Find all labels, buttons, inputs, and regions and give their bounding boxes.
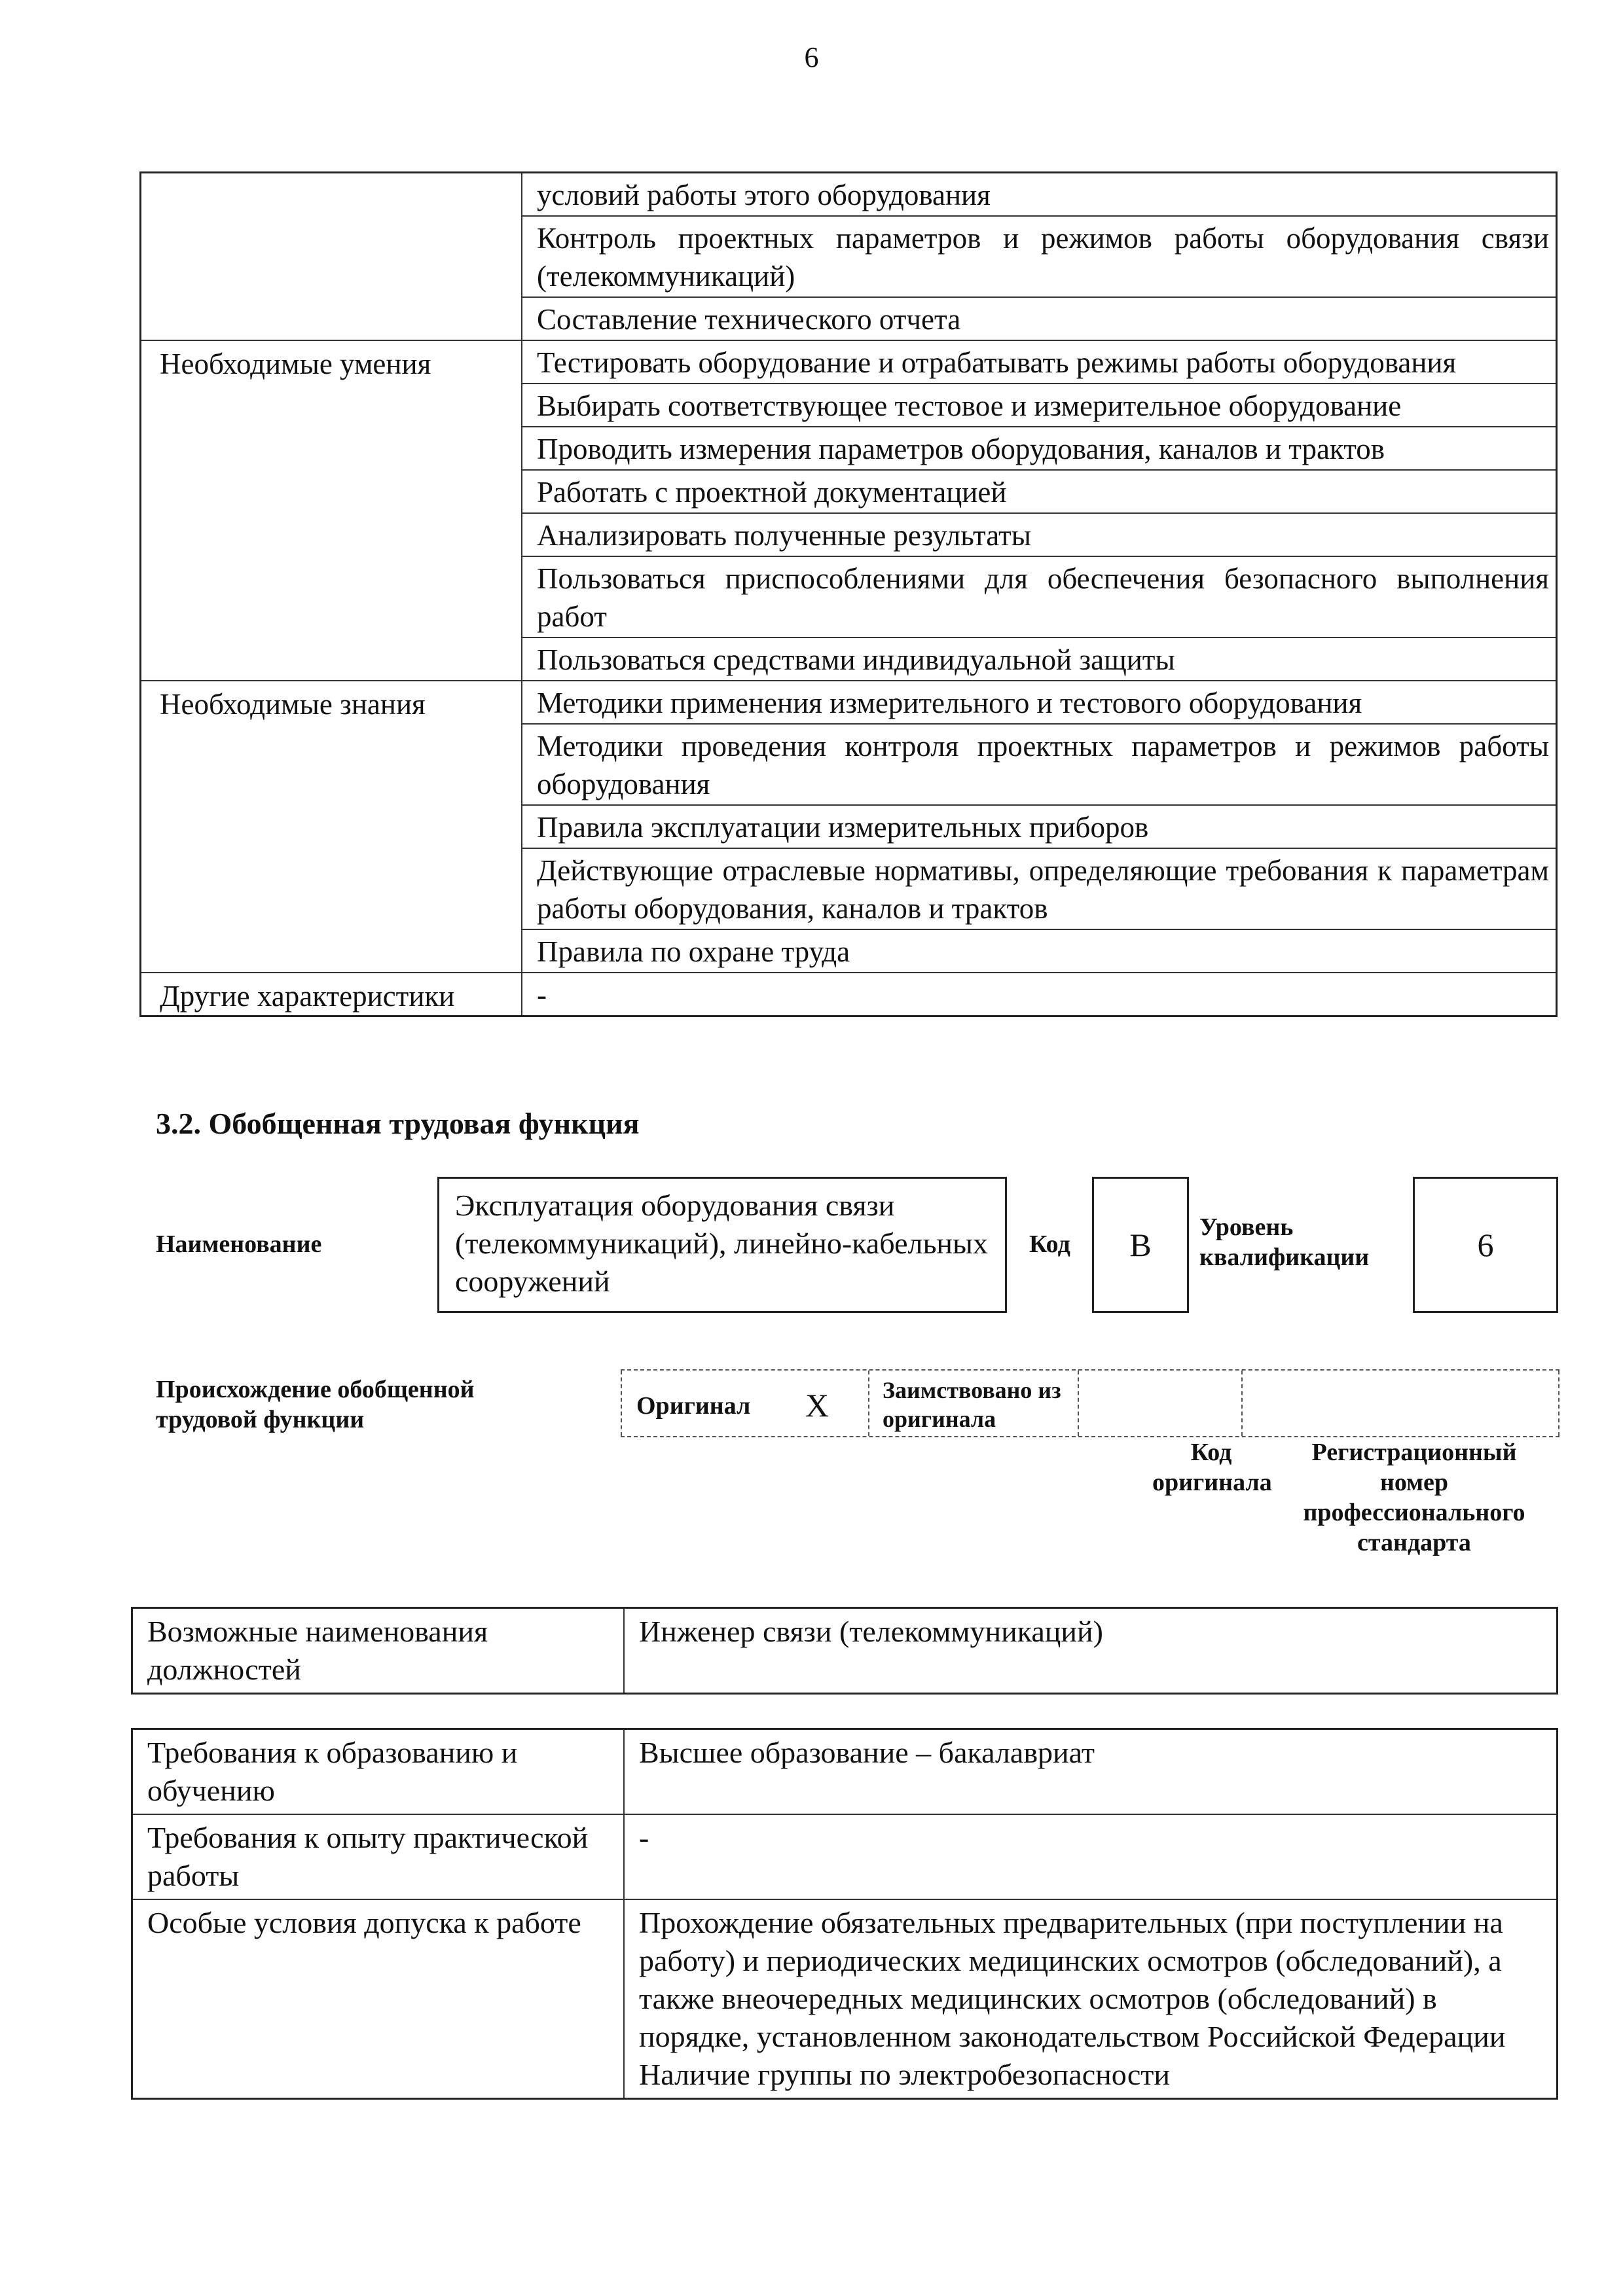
name-label: Наименование	[156, 1230, 322, 1258]
table-cell: Методики проведения контроля проектных параметров и режимов работы оборудования	[522, 724, 1557, 805]
reg-caption: Регистрационный номер профессионального стандарта	[1303, 1439, 1525, 1556]
origin-borrowed-cell	[868, 1371, 1078, 1436]
row-label-other: Другие характеристики	[141, 973, 522, 1016]
origin-label: Происхождение обобщенной трудовой функции	[156, 1376, 475, 1433]
req-label: Особые условия допуска к работе	[132, 1899, 625, 2099]
function-name-box: Эксплуатация оборудования связи (телекоммуникаций), линейно-кабельных сооружений	[437, 1177, 1007, 1313]
code-label: Код	[1029, 1230, 1070, 1258]
req-value: Высшее образование – бакалавриат	[624, 1729, 1558, 1815]
origin-code-cell	[1078, 1371, 1241, 1436]
code-box: B	[1092, 1177, 1189, 1313]
original-mark: X	[805, 1387, 830, 1424]
original-label: Оригинал	[636, 1392, 751, 1420]
level-box: 6	[1413, 1177, 1558, 1313]
table-cell: Составление технического отчета	[522, 297, 1557, 340]
req-value: -	[624, 1814, 1558, 1899]
row-label-skills: Необходимые умения	[141, 340, 522, 681]
skills-table	[139, 171, 1558, 1017]
table-cell: Пользоваться приспособлениями для обеспечения безопасного выполнения работ	[522, 556, 1557, 637]
table-cell: условий работы этого оборудования	[522, 173, 1557, 217]
page-number: 6	[804, 41, 819, 73]
origin-reg-cell	[1241, 1371, 1559, 1436]
table-cell: Проводить измерения параметров оборудования, каналов и трактов	[522, 427, 1557, 470]
origin-original-cell	[621, 1371, 868, 1436]
req-label: Требования к образованию и обучению	[132, 1729, 625, 1815]
req-value	[624, 1899, 1558, 2099]
row-label	[141, 173, 522, 341]
borrowed-label: Заимствовано из оригинала	[883, 1377, 1061, 1432]
req-value-line: Наличие группы по электробезопасности	[639, 2058, 1171, 2091]
table-cell: Методики применения измерительного и тестового оборудования	[522, 681, 1557, 724]
req-value-line: Прохождение обязательных предварительных (при поступлении на работу) и периодических медицинских осмотров (обследований), а также внеочередных медицинских осмотров (обследований) в порядке, установленном законодательством Российской Федерации	[639, 1906, 1506, 2053]
req-label: Требования к опыту практической работы	[132, 1814, 625, 1899]
table-cell: Выбирать соответствующее тестовое и измерительное оборудование	[522, 384, 1557, 427]
table-cell: Анализировать полученные результаты	[522, 513, 1557, 556]
table-cell: Пользоваться средствами индивидуальной защиты	[522, 637, 1557, 681]
table-cell: -	[522, 973, 1557, 1016]
table-cell: Контроль проектных параметров и режимов работы оборудования связи (телекоммуникаций)	[522, 216, 1557, 297]
table-cell: Тестировать оборудование и отрабатывать режимы работы оборудования	[522, 340, 1557, 384]
code-caption: Код оригинала	[1152, 1439, 1272, 1496]
row-label-knowledge: Необходимые знания	[141, 681, 522, 973]
table-cell: Правила эксплуатации измерительных приборов	[522, 805, 1557, 848]
positions-value: Инженер связи (телекоммуникаций)	[624, 1608, 1558, 1694]
level-label: Уровень квалификации	[1199, 1213, 1370, 1271]
table-cell: Действующие отраслевые нормативы, определяющие требования к параметрам работы оборудования, каналов и трактов	[522, 848, 1557, 929]
positions-label: Возможные наименования должностей	[132, 1608, 625, 1694]
table-cell: Работать с проектной документацией	[522, 470, 1557, 513]
section-title: 3.2. Обобщенная трудовая функция	[156, 1107, 640, 1140]
positions-table	[131, 1607, 1558, 1695]
requirements-table	[131, 1728, 1558, 2100]
table-cell: Правила по охране труда	[522, 929, 1557, 973]
origin-row	[621, 1369, 1559, 1437]
